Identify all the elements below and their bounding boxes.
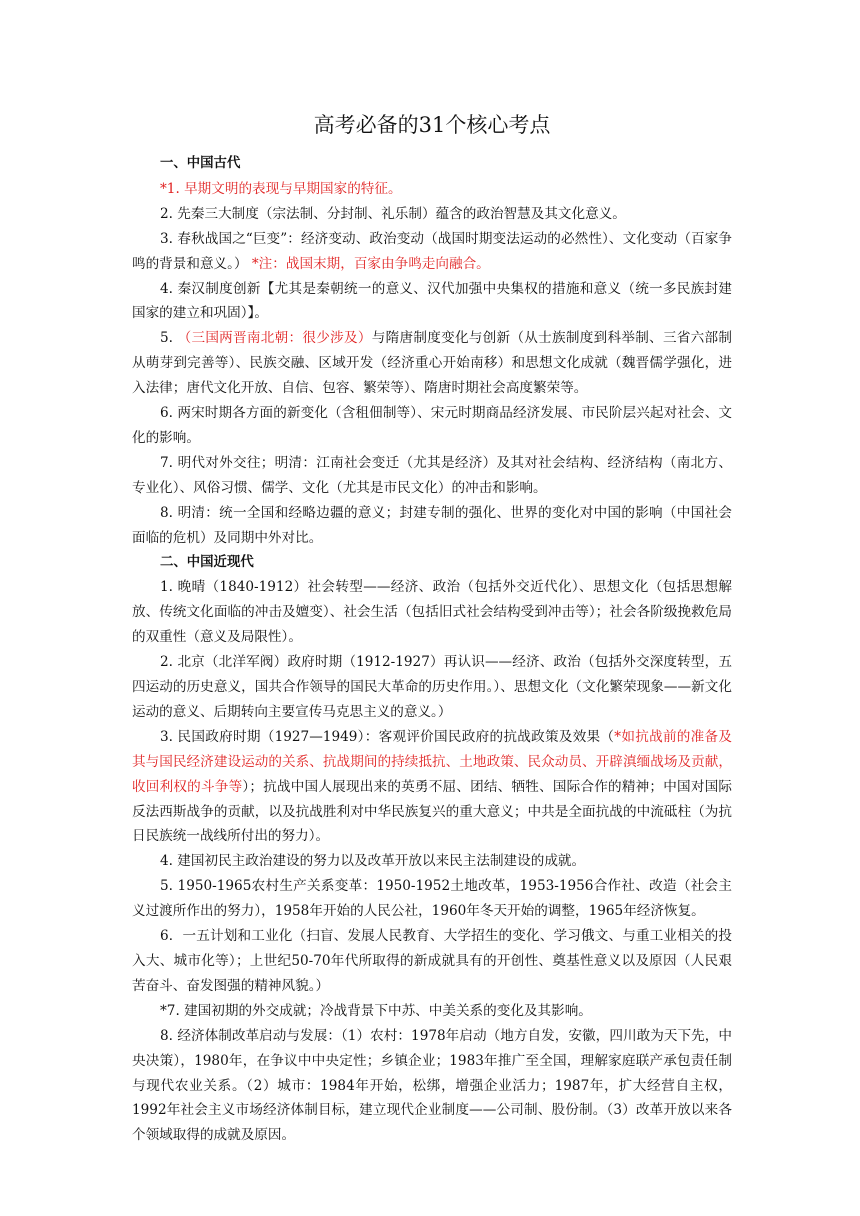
item-text: 2. 先秦三大制度（宗法制、分封制、礼乐制）蕴含的政治智慧及其文化意义。 (160, 205, 626, 222)
item-text: 1. 晚晴（1840-1912）社会转型——经济、政治（包括外交近代化）、思想文化（包括思想解放、传统文化面临的冲击及嬗变）、社会生活（包括旧式社会结构受到冲击等）；社会各阶级挽救危局的双重性（意义及局限性）。 (132, 579, 732, 646)
exam-point-item (132, 401, 732, 451)
exam-point-item (132, 277, 732, 327)
item-text: 与隋唐制度变化与创新（从士族制度到科举制、三省六部制从萌芽到完善等）、民族交融、区域开发（经济重心开始南移）和思想文化成就（魏晋儒学强化，进入法律；唐代文化开放、自信、包容、繁荣等）、隋唐时期社会高度繁荣等。 (132, 330, 733, 397)
document-body (132, 152, 732, 1148)
exam-point-item (132, 874, 732, 924)
exam-point-item (132, 650, 732, 725)
item-text: 6．一五计划和工业化（扫盲、发展人民教育、大学招生的变化、学习俄文、与重工业相关的投入大、城市化等）；上世纪50-70年代所取得的新成就具有的开创性、奠基性意义以及原因（人民艰苦奋斗、奋发图强的精神风貌。） (132, 928, 732, 994)
item-text: 5. (160, 330, 178, 347)
item-text: 7. 明代对外交往；明清：江南社会变迁（尤其是经济）及其对社会结构、经济结构（南北方、专业化）、风俗习惯、儒学、文化（尤其是市民文化）的冲击和影响。 (132, 454, 732, 496)
section-heading: 一、中国古代 (160, 156, 241, 171)
highlight-text: *如抗战前的准备及其与国民经济建设运动的关系、抗战期间的持续抵抗、土地政策、民众动员、开辟滇缅战场及贡献，收回利权的斗争等 (132, 728, 732, 795)
item-text: 5. 1950-1965农村生产关系变革：1950-1952土地改革，1953-1956合作社、改造（社会主义过渡所作出的努力），1958年开始的人民公社，1960年冬天开始的调整，1965年经济恢复。 (132, 878, 732, 920)
highlight-text: （三国两晋南北朝：很少涉及） (177, 330, 372, 347)
exam-point-item (132, 202, 732, 227)
exam-point-item (132, 725, 732, 850)
exam-point-item (132, 849, 732, 874)
highlight-text: *注：战国末期，百家由争鸣走向融合。 (251, 255, 490, 272)
item-text: 3. 春秋战国之“巨变”：经济变动、政治变动（战国时期变法运动的必然性）、文化变动（百家争鸣的背景和意义。） (132, 230, 732, 272)
exam-point-item (132, 575, 732, 650)
exam-point-item (132, 177, 732, 202)
item-text: ）；抗战中国人展现出来的英勇不屈、团结、牺牲、国际合作的精神；中国对国际反法西斯战争的贡献，以及抗战胜利对中华民族复兴的重大意义；中共是全面抗战的中流砥柱（为抗日民族统一战线所付出的努力）。 (132, 778, 733, 845)
exam-point-item (132, 924, 732, 999)
item-text: 6. 两宋时期各方面的新变化（含租佃制等）、宋元时期商品经济发展、市民阶层兴起对社会、文化的影响。 (132, 405, 732, 446)
item-text: 8. 经济体制改革启动与发展：（1）农村：1978年启动（地方自发，安徽，四川敢为天下先，中央决策），1980年，在争议中中央定性；乡镇企业；1983年推广至全国，理解家庭联产承包责任制与现代农业关系。（2）城市：1984年开始，松绑，增强企业活力；1987年，扩大经营自主权，1992年社会主义市场经济体制目标，建立现代企业制度——公司制、股份制。（3）改革开放以来各个领域取得的成就及原因。 (132, 1027, 732, 1144)
item-text: 4. 秦汉制度创新【尤其是秦朝统一的意义、汉代加强中央集权的措施和意义（统一多民族封建国家的建立和巩固）】。 (132, 280, 732, 322)
exam-point-item (132, 501, 732, 551)
item-text: 3. 民国政府时期（1927—1949）：客观评价国民政府的抗战政策及效果（ (160, 728, 615, 745)
exam-point-item (132, 326, 732, 401)
exam-point-item (132, 999, 732, 1024)
item-text: 2. 北京（北洋军阀）政府时期（1912-1927）再认识——经济、政治（包括外交深度转型，五四运动的历史意义，国共合作领导的国民大革命的历史作用。）、思想文化（文化繁荣现象——新文化运动的意义、后期转向主要宣传马克思主义的意义。） (132, 654, 732, 720)
document-page (132, 110, 732, 1148)
item-text: 4. 建国初民主政治建设的努力以及改革开放以来民主法制建设的成就。 (160, 853, 586, 870)
exam-point-item (132, 451, 732, 501)
item-text: 8. 明清：统一全国和经略边疆的意义；封建专制的强化、世界的变化对中国的影响（中国社会面临的危机）及同期中外对比。 (132, 504, 732, 546)
item-text: *7. 建国初期的外交成就；冷战背景下中苏、中美关系的变化及其影响。 (160, 1002, 592, 1019)
exam-point-item (132, 1024, 732, 1149)
highlight-text: *1. 早期文明的表现与早期国家的特征。 (160, 180, 402, 197)
document-title: 高考必备的31个核心考点 (313, 113, 551, 137)
exam-point-item (132, 227, 732, 277)
section-heading: 二、中国近现代 (160, 554, 254, 570)
